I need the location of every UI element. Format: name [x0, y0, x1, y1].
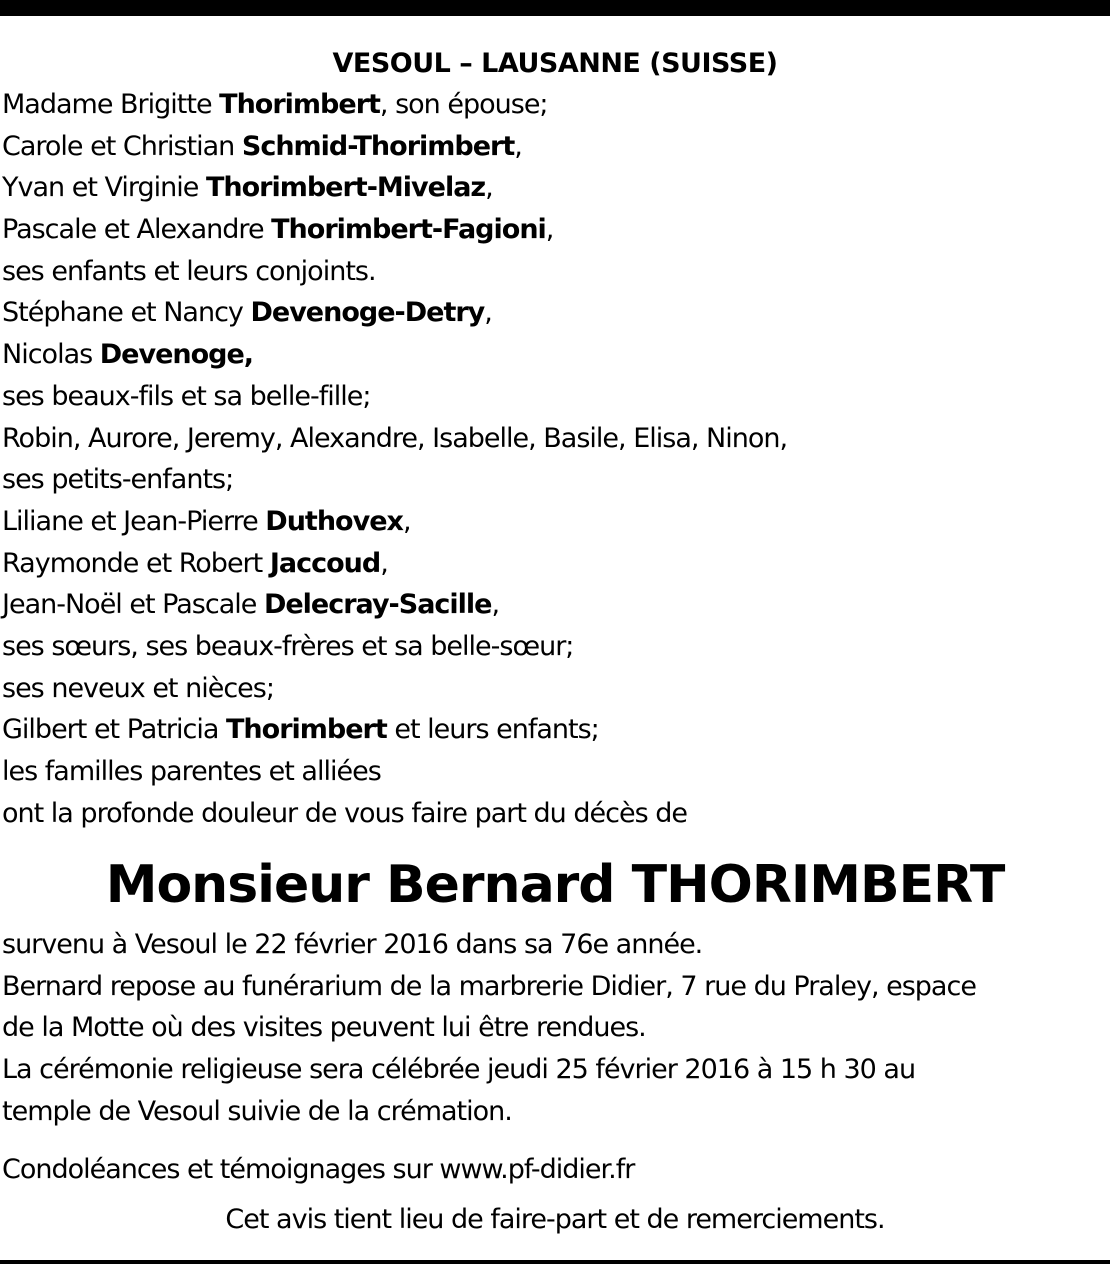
family-text: Madame Brigitte [2, 89, 220, 120]
closing-line: Cet avis tient lieu de faire-part et de remerciements. [225, 1204, 885, 1235]
family-text: Jean-Noël et Pascale [2, 589, 264, 621]
family-line [2, 84, 1102, 126]
details-list [2, 924, 1106, 1132]
family-surname: Duthovex [265, 505, 403, 537]
family-list [2, 84, 1102, 834]
family-text: les familles parentes et alliées [2, 756, 381, 787]
detail-line: La cérémonie religieuse sera célébrée jeudi 25 février 2016 à 15 h 30 au [2, 1054, 916, 1086]
family-surname: Devenoge-Detry [250, 297, 485, 329]
family-text: et leurs enfants; [386, 714, 599, 746]
top-rule [0, 0, 1110, 16]
family-text: ses petits-enfants; [2, 464, 234, 496]
family-text: , [484, 297, 492, 329]
family-line [2, 793, 1102, 835]
family-text: ses sœurs, ses beaux-frères et sa belle-sœur; [2, 630, 574, 662]
family-text: , [514, 130, 522, 162]
family-line [2, 459, 1102, 501]
family-text: ses enfants et leurs conjoints. [2, 255, 376, 287]
family-line [2, 543, 1102, 585]
family-text: Liliane et Jean-Pierre [2, 505, 266, 537]
detail-line: de la Motte où des visites peuvent lui être rendues. [2, 1012, 646, 1044]
family-surname: Thorimbert-Mivelaz [205, 172, 486, 204]
bottom-rule [0, 1260, 1110, 1264]
family-text: Yvan et Virginie [2, 172, 206, 204]
detail-line: Bernard repose au funérarium de la marbrerie Didier, 7 rue du Praley, espace [2, 970, 976, 1002]
family-text: Raymonde et Robert [2, 547, 270, 579]
family-text: ses neveux et nièces; [2, 672, 274, 704]
family-text: , son épouse; [379, 89, 548, 120]
family-line [2, 709, 1102, 751]
family-line [2, 334, 1102, 376]
family-text: Stéphane et Nancy [2, 297, 251, 329]
family-surname: Thorimbert-Fagioni [271, 214, 546, 246]
deceased-name: Monsieur Bernard THORIMBERT [105, 855, 1005, 915]
detail-line: temple de Vesoul suivie de la crémation. [2, 1095, 512, 1127]
family-line [2, 626, 1102, 668]
condolences-line: Condoléances et témoignages sur www.pf-didier.fr [2, 1154, 635, 1185]
family-text: Carole et Christian [2, 130, 242, 162]
family-text: , [485, 172, 493, 204]
family-line [2, 126, 1102, 168]
family-text: ont la profonde douleur de vous faire part du décès de [2, 797, 687, 829]
family-line [2, 251, 1102, 293]
family-text: , [402, 505, 411, 537]
family-text: ses beaux-fils et sa belle-fille; [2, 380, 371, 412]
family-text: Nicolas [2, 339, 100, 371]
family-line [2, 668, 1102, 710]
location-heading: VESOUL – LAUSANNE (SUISSE) [332, 48, 778, 79]
family-surname: Devenoge, [99, 339, 254, 371]
family-text: , [380, 547, 388, 579]
family-surname: Jaccoud [269, 547, 381, 579]
family-text: Robin, Aurore, Jeremy, Alexandre, Isabelle, Basile, Elisa, Ninon, [2, 422, 788, 454]
family-line [2, 584, 1102, 626]
family-text: Pascale et Alexandre [2, 214, 272, 246]
family-line [2, 751, 1102, 793]
family-surname: Schmid-Thorimbert [241, 130, 515, 162]
family-line [2, 418, 1102, 460]
family-surname: Thorimbert [219, 89, 380, 120]
family-text: Gilbert et Patricia [2, 714, 227, 746]
family-line [2, 376, 1102, 418]
family-line [2, 209, 1102, 251]
family-line [2, 501, 1102, 543]
family-surname: Thorimbert [226, 714, 387, 746]
detail-line: survenu à Vesoul le 22 février 2016 dans sa 76e année. [2, 929, 703, 960]
family-text: , [545, 214, 554, 246]
family-text: , [491, 589, 500, 621]
family-surname: Delecray-Sacille [263, 589, 492, 621]
family-line [2, 167, 1102, 209]
family-line [2, 292, 1102, 334]
